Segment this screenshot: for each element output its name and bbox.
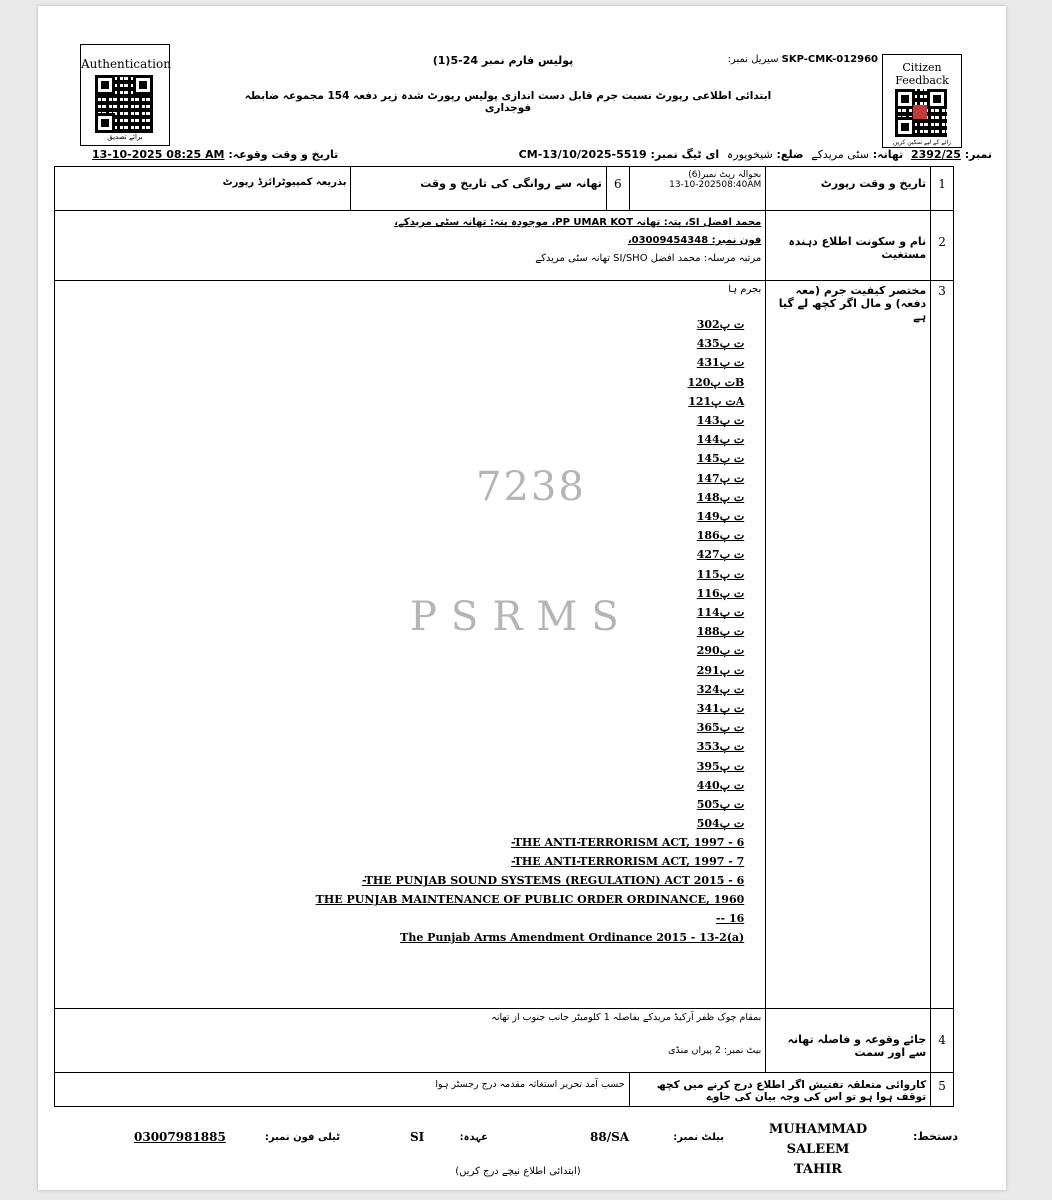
offence-section: ت پ188 [696, 625, 745, 639]
row-1-datetime: 13-10-202508:40AM [669, 180, 762, 190]
offence-section: ت پ440 [696, 778, 745, 792]
row-5-number: 5 [931, 1073, 954, 1107]
offence-section: ت پ148 [696, 490, 745, 504]
act-line: -THE PUNJAB SOUND SYSTEMS (REGULATION) ACT 2015 - 6 [361, 874, 745, 888]
officer-name-line1: MUHAMMAD SALEEM [768, 1122, 868, 1157]
row-3-number: 3 [931, 281, 954, 1009]
row-5-value: حسب آمد تحریر استغاثہ مقدمہ درج رجسٹر ہوا [55, 1073, 630, 1107]
number-value: 2392/25 [910, 148, 961, 161]
offence-section: ت پ427 [696, 548, 745, 562]
offence-section: ت پ353 [696, 740, 745, 754]
station-label: تھانہ: [872, 148, 904, 161]
citizen-label: Citizen [902, 61, 942, 74]
footer-note: (ابتدائی اطلاع نیچے درج کریں) [455, 1166, 581, 1177]
complainant-address: محمد افضل SI، پتہ: تھانہ PP UMAR KOT، موجودہ پتہ: تھانہ سٹی مریدکے، [394, 217, 762, 228]
report-number [519, 148, 992, 161]
eteg-value: CM-13/10/2025-5519 [518, 148, 647, 161]
offence-section: ت پ121A [688, 394, 745, 408]
act-line: -THE ANTI-TERRORISM ACT, 1997 - 7 [510, 855, 745, 869]
number-label: نمبر: [964, 148, 992, 161]
occurrence-datetime [92, 148, 338, 161]
offence-section: ت پ115 [696, 567, 745, 581]
station-value: سٹی مریدکے [811, 148, 869, 161]
offence-section: ت پ504 [696, 817, 745, 831]
row-4-label: جائے وقوعہ و فاصلہ تھانہ سے اور سمت [766, 1009, 931, 1073]
occurrence-value: 13-10-2025 08:25 AM [92, 148, 225, 161]
offence-section: ت پ144 [696, 433, 745, 447]
authentication-box[interactable] [80, 44, 170, 146]
belt-label: بیلٹ نمبر: [673, 1132, 724, 1143]
offence-section: ت پ114 [696, 606, 745, 620]
offence-section: ت پ302 [696, 318, 745, 331]
row-3-value [55, 281, 766, 1009]
row-1-value [629, 167, 766, 211]
footer-sign-label: دستخط: [912, 1130, 958, 1143]
authentication-caption: برائے تصدیق [107, 133, 143, 141]
offence-section: ت پ435 [696, 337, 745, 351]
complainant-phone: فون نمبر: 03009454348، [627, 235, 762, 246]
offence-section: ت پ186 [696, 529, 745, 543]
serial-label: سیریل نمبر: [727, 54, 779, 65]
belt-value: 88/SA [590, 1130, 630, 1144]
row-1-label: تاریخ و وقت رپورٹ [766, 167, 931, 211]
row-5-label: کاروائی متعلقہ تفتیش اگر اطلاع درج کرنے میں کچھ توقف ہوا ہو تو اس کی وجہ بیان کی جاوے [629, 1073, 931, 1107]
authentication-label: Authentication [81, 57, 171, 71]
eteg-label: ای ٹیگ نمبر: [650, 148, 720, 161]
officer-name-line2: TAHIR [793, 1162, 843, 1177]
offence-section: ت پ145 [696, 452, 745, 466]
feedback-caption: رائے کے لیے سکین کریں [892, 139, 952, 146]
authentication-qr-icon[interactable] [95, 75, 153, 133]
offence-section: ت پ365 [696, 721, 745, 735]
act-line: -- 16 [715, 912, 745, 926]
act-line: -THE ANTI-TERRORISM ACT, 1997 - 6 [510, 836, 745, 850]
feedback-label: Feedback [895, 74, 949, 87]
row-4 [55, 1009, 954, 1073]
row-4-value [55, 1009, 766, 1073]
row-3-label: مختصر کیفیت جرم (معہ دفعہ) و مال اگر کچھ لے گیا ہے [766, 281, 931, 1009]
offence-section: ت پ431 [696, 356, 745, 370]
officer-name [738, 1120, 898, 1180]
beat-number: بیٹ نمبر: 2 پیراں منڈی [668, 1045, 762, 1056]
fir-table [54, 166, 954, 1107]
offence-section: ت پ147 [696, 471, 745, 485]
citizen-feedback-box[interactable] [882, 54, 962, 148]
offence-section: ت پ395 [696, 759, 745, 773]
row-2-value [55, 211, 766, 281]
offence-section: ت پ149 [696, 510, 745, 524]
row-6-label: تھانہ سے روانگی کی تاریخ و وقت [351, 167, 606, 211]
watermark-text: PSRMS [410, 594, 633, 640]
offence-section: ت پ505 [696, 798, 745, 812]
form-title: پولیس فارم نمبر 24-5(1) [432, 54, 574, 67]
rank-value: SI [410, 1130, 425, 1144]
form-subtitle: ابتدائی اطلاعی رپورٹ نسبت جرم قابل دست اندازی پولیس رپورٹ شدہ زیر دفعہ 154 مجموعہ ضابطہ فوجداری [244, 90, 772, 114]
row-2-label: نام و سکونت اطلاع دہندہ مستغیث [766, 211, 931, 281]
row-1-number: 1 [931, 167, 954, 211]
row-2-number: 2 [931, 211, 954, 281]
row-1-ref: بحوالہ رپٹ نمبر(6) [688, 170, 762, 180]
watermark-number: 7238 [476, 464, 586, 510]
act-line: THE PUNJAB MAINTENANCE OF PUBLIC ORDER ORDINANCE, 1960 [315, 893, 745, 907]
row-5 [55, 1073, 954, 1107]
occurrence-label: تاریخ و وقت وقوعہ: [228, 148, 339, 161]
row-2 [55, 211, 954, 281]
offence-section: ت پ291 [696, 663, 745, 677]
phone-label: ٹیلی فون نمبر: [264, 1132, 340, 1143]
offence-section: ت پ341 [696, 702, 745, 716]
acts-list [59, 833, 761, 947]
act-line: The Punjab Arms Amendment Ordinance 2015 - 13-2(a) [400, 931, 745, 945]
sections-list [59, 315, 761, 833]
meta-row [92, 148, 992, 168]
rank-label: عہدہ: [459, 1132, 488, 1143]
serial-value: SKP-CMK-012960 [781, 54, 878, 65]
offence-section: ت پ120B [687, 375, 745, 389]
offence-section: ت پ116 [696, 586, 745, 600]
compiled-by: مرتبہ مرسلہ: محمد افضل SI/SHO تھانہ سٹی مریدکے [535, 253, 762, 264]
offence-section: ت پ290 [696, 644, 745, 658]
offence-section: ت پ143 [696, 414, 745, 428]
offences-heading: بجرم ہا [728, 284, 762, 295]
offence-section: ت پ324 [696, 682, 745, 696]
district-label: ضلع: [776, 148, 804, 161]
row-3 [55, 281, 954, 1009]
row-6-number: 6 [606, 167, 629, 211]
feedback-qr-icon[interactable] [895, 89, 947, 137]
row-6-value: بذریعہ کمپیوٹرائزڈ رپورٹ [55, 167, 351, 211]
row-1 [55, 167, 954, 211]
phone-value: 03007981885 [134, 1130, 226, 1144]
district-value: شیخوپورہ [726, 148, 773, 161]
row-4-number: 4 [931, 1009, 954, 1073]
fir-document-page [38, 6, 1006, 1190]
place-of-occurrence: بمقام چوک ظفر آرکیڈ مریدکے بفاصلہ 1 کلومیٹر جانب جنوب از تھانہ [491, 1012, 762, 1023]
